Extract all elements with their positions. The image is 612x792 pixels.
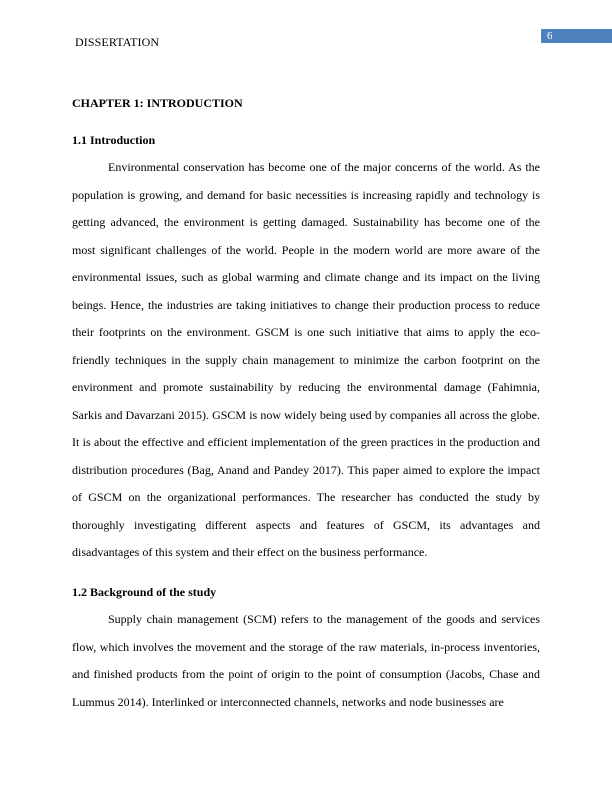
section-paragraph: Supply chain management (SCM) refers to the management of the goods and services flow, which involves the movement and the storage of the raw materials, in-process inventories, and finished products from the point of origin to the point of consumption (Jacobs, Chase and Lummus 2014). Interlinked or interconnected channels, networks and node businesses are [72, 612, 540, 709]
section-heading: 1.2 Background of the study [72, 585, 217, 599]
section-heading: 1.1 Introduction [72, 133, 156, 147]
chapter-title: CHAPTER 1: INTRODUCTION [72, 96, 243, 110]
section-paragraph: Environmental conservation has become one of the major concerns of the world. As the population is growing, and demand for basic necessities is increasing rapidly and technology is getting advanced, the environment is getting damaged. Sustainability has become one of the most significant challenges of the world. People in the modern world are more aware of the environmental issues, such as global warming and climate change and its impact on the living beings. Hence, the industries are taking initiatives to change their production process to reduce their footprints on the environment. GSCM is one such initiative that aims to apply the eco-friendly techniques in the supply chain management to minimize the carbon footprint on the environment and promote sustainability by reducing the environmental damage (Fahimnia, Sarkis and Davarzani 2015). GSCM is now widely being used by companies all across the globe. It is about the effective and efficient implementation of the green practices in the production and distribution procedures (Bag, Anand and Pandey 2017). This paper aimed to explore the impact of GSCM on the organizational performances. The researcher has conducted the study by thoroughly investigating different aspects and features of GSCM, its advantages and disadvantages of this system and their effect on the business performance. [72, 160, 540, 559]
page-number: 6 [541, 29, 612, 43]
running-header: DISSERTATION [75, 35, 160, 49]
